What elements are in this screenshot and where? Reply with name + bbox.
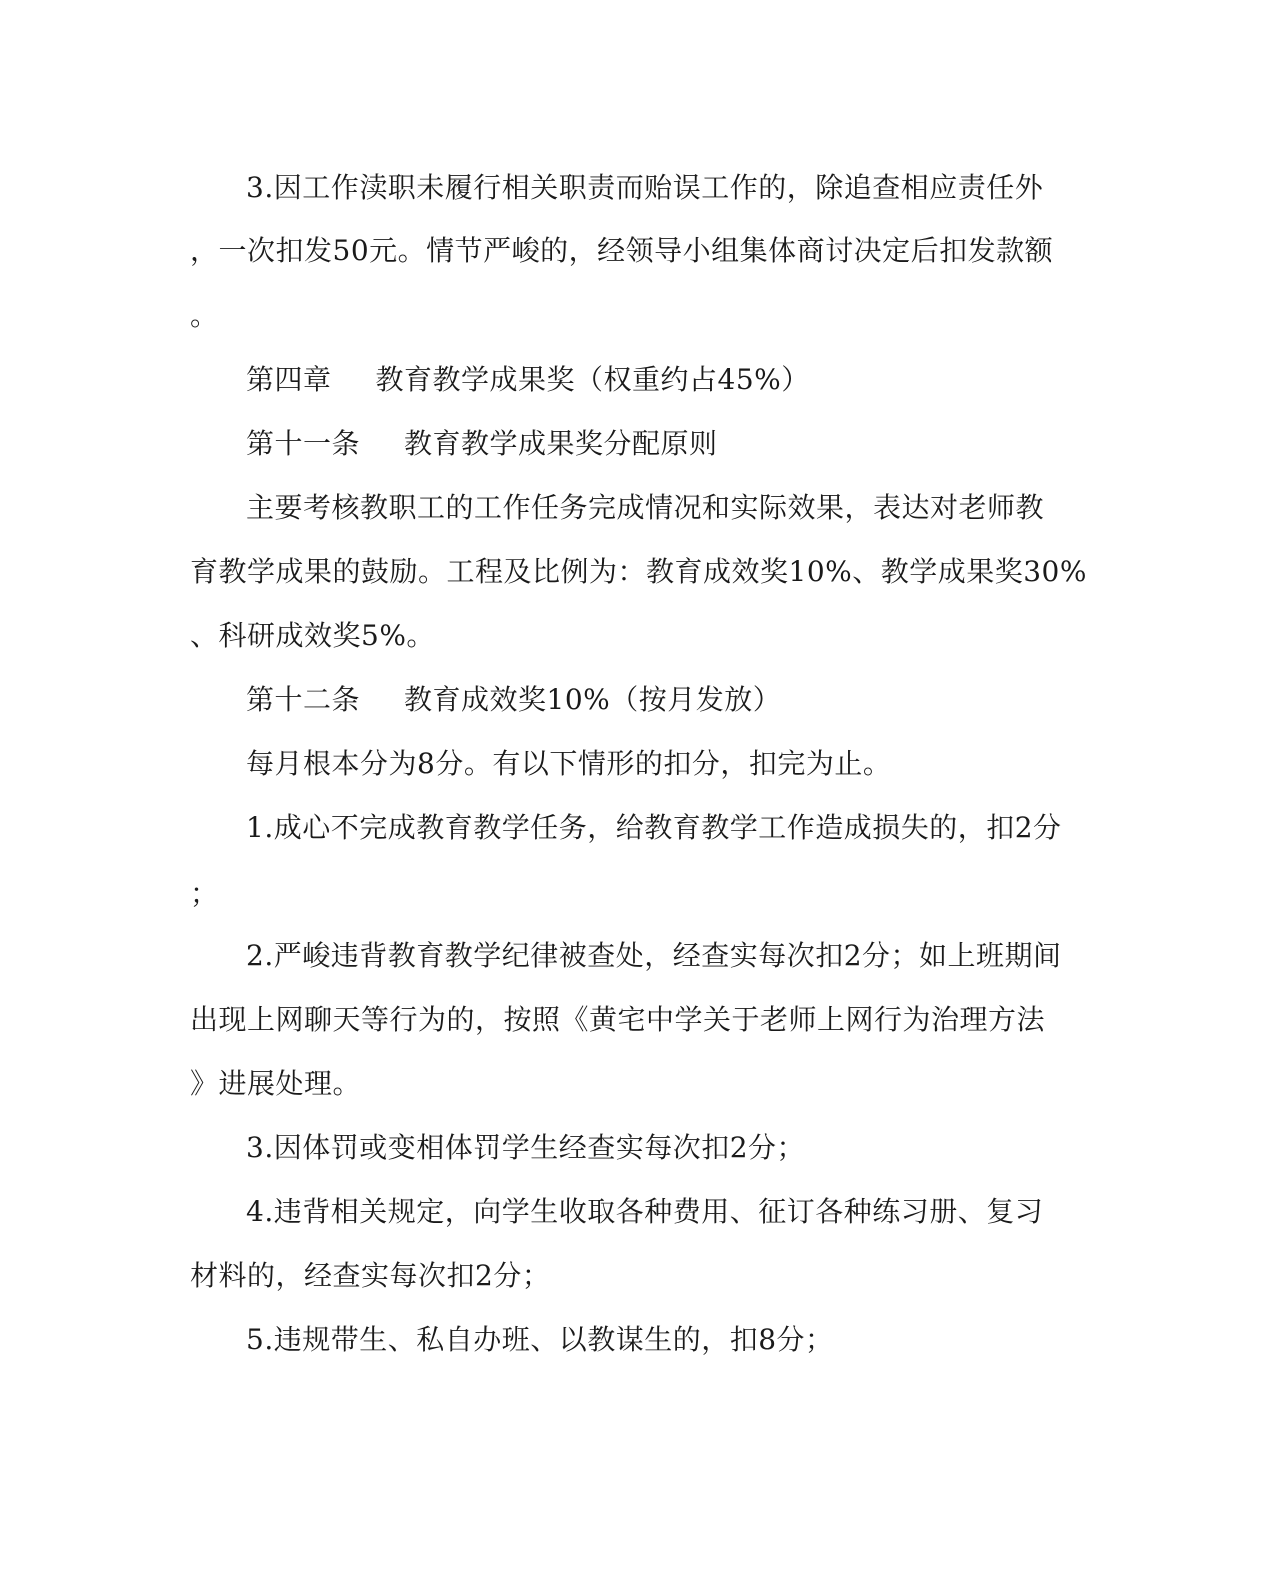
text-line: 出现上网聊天等行为的，按照《黄宅中学关于老师上网行为治理方法 — [190, 1003, 1046, 1036]
text-line: 5.违规带生、私自办班、以教谋生的，扣8分； — [246, 1323, 834, 1356]
article-number: 第十二条 — [246, 683, 361, 716]
article-heading — [246, 426, 1126, 462]
article-title: 教育成效奖10%（按月发放） — [404, 683, 782, 716]
text-line: 主要考核教职工的工作任务完成情况和实际效果，表达对老师教 — [246, 491, 1045, 524]
text-line: 1.成心不完成教育教学任务，给教育教学工作造成损失的，扣2分 — [246, 811, 1062, 844]
text-line: 》进展处理。 — [190, 1067, 362, 1100]
text-line: 4.违背相关规定，向学生收取各种费用、征订各种练习册、复习 — [246, 1195, 1044, 1228]
text-line: 育教学成果的鼓励。工程及比例为：教育成效奖10%、教学成果奖30% — [190, 555, 1087, 588]
article-title: 教育教学成果奖分配原则 — [404, 427, 718, 460]
article-heading — [246, 682, 1126, 718]
text-line: 。 — [190, 299, 219, 332]
chapter-title: 教育教学成果奖（权重约占45%） — [375, 363, 810, 396]
text-line: 3.因体罚或变相体罚学生经查实每次扣2分； — [246, 1131, 806, 1164]
text-line: 3.因工作渎职未履行相关职责而贻误工作的，除追查相应责任外 — [246, 171, 1044, 204]
text-line: 材料的，经查实每次扣2分； — [190, 1259, 551, 1292]
text-line: 、科研成效奖5%。 — [190, 619, 435, 652]
chapter-heading — [246, 362, 1126, 398]
text-line: ，一次扣发50元。情节严峻的，经领导小组集体商讨决定后扣发款额 — [190, 234, 1054, 267]
article-number: 第十一条 — [246, 427, 361, 460]
text-line: 每月根本分为8分。有以下情形的扣分，扣完为止。 — [246, 747, 892, 780]
chapter-number: 第四章 — [246, 363, 332, 396]
text-line: ； — [190, 877, 219, 910]
text-line: 2.严峻违背教育教学纪律被查处，经查实每次扣2分；如上班期间 — [246, 939, 1062, 972]
